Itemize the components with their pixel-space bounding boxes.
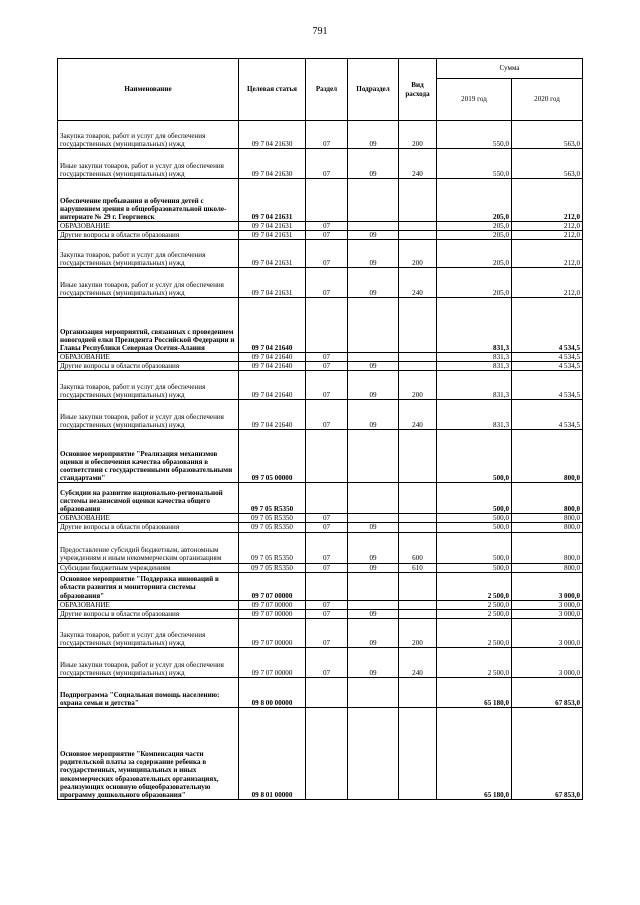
cell-target: 09 7 05 R5350 [239, 523, 306, 532]
cell-subsection: 09 [348, 268, 399, 298]
cell-subsection: 09 [348, 149, 399, 179]
cell-subsection: 09 [348, 618, 399, 647]
table-row [58, 121, 583, 149]
cell-subsection [348, 514, 399, 523]
cell-2019: 500,0 [437, 430, 512, 483]
cell-2020: 800,0 [512, 523, 583, 532]
cell-subsection [348, 600, 399, 609]
cell-name: Основное мероприятие "Поддержка инноваций в области развития и мониторинга системы образования" [58, 572, 239, 600]
cell-section: 07 [306, 400, 348, 430]
cell-2019: 550,0 [437, 121, 512, 149]
cell-expense-type: 240 [399, 149, 437, 179]
table-row [58, 430, 583, 483]
header-sum: Сумма [437, 59, 583, 79]
cell-subsection: 09 [348, 609, 399, 618]
cell-section [306, 430, 348, 483]
cell-name: Предоставление субсидий бюджетным, автономным учреждениям и иным некоммерческим организациям [58, 532, 239, 563]
cell-section: 07 [306, 353, 348, 362]
cell-section: 07 [306, 523, 348, 532]
cell-subsection: 09 [348, 231, 399, 240]
table-row [58, 523, 583, 532]
cell-target: 09 7 04 21631 [239, 179, 306, 222]
cell-2019: 2 500,0 [437, 600, 512, 609]
table-row [58, 572, 583, 600]
cell-expense-type [399, 572, 437, 600]
cell-subsection [348, 353, 399, 362]
header-target: Целевая статья [239, 59, 306, 121]
cell-section: 07 [306, 362, 348, 371]
cell-section [306, 707, 348, 799]
table-row [58, 707, 583, 799]
cell-expense-type [399, 514, 437, 523]
cell-target: 09 7 04 21631 [239, 268, 306, 298]
cell-2020: 800,0 [512, 430, 583, 483]
cell-expense-type [399, 298, 437, 353]
cell-name: Иные закупки товаров, работ и услуг для обеспечения государственных (муниципальных) нужд [58, 647, 239, 677]
cell-expense-type [399, 222, 437, 231]
header-name: Наименование [58, 59, 239, 121]
cell-expense-type: 240 [399, 268, 437, 298]
cell-2020: 800,0 [512, 563, 583, 572]
cell-subsection: 09 [348, 371, 399, 400]
table-row [58, 677, 583, 707]
cell-subsection: 09 [348, 563, 399, 572]
table-row [58, 609, 583, 618]
cell-target: 09 7 04 21631 [239, 240, 306, 268]
cell-expense-type [399, 609, 437, 618]
cell-section [306, 298, 348, 353]
cell-expense-type [399, 430, 437, 483]
cell-name: Закупка товаров, работ и услуг для обеспечения государственных (муниципальных) нужд [58, 240, 239, 268]
cell-section [306, 179, 348, 222]
cell-target: 09 7 07 00000 [239, 572, 306, 600]
cell-expense-type [399, 483, 437, 514]
page-number: 791 [312, 26, 328, 37]
cell-name: Обеспечение пребывания и обучения детей с нарушением зрения в общеобразовательной школе-интернате № 29 г. Георгиевск [58, 179, 239, 222]
cell-2020: 67 853,0 [512, 677, 583, 707]
table-row [58, 483, 583, 514]
cell-target: 09 7 04 21640 [239, 400, 306, 430]
cell-2019: 500,0 [437, 532, 512, 563]
cell-target: 09 7 04 21640 [239, 298, 306, 353]
cell-subsection [348, 298, 399, 353]
header-year-2020: 2020 год [512, 79, 583, 121]
cell-expense-type [399, 231, 437, 240]
cell-name: Основное мероприятие "Реализация механизмов оценки и обеспечения качества образования в соответствии с государственными образовательными стандартами" [58, 430, 239, 483]
cell-section: 07 [306, 149, 348, 179]
cell-name: ОБРАЗОВАНИЕ [58, 600, 239, 609]
cell-2019: 205,0 [437, 179, 512, 222]
cell-name: Иные закупки товаров, работ и услуг для обеспечения государственных (муниципальных) нужд [58, 400, 239, 430]
cell-name: Закупка товаров, работ и услуг для обеспечения государственных (муниципальных) нужд [58, 371, 239, 400]
cell-expense-type [399, 600, 437, 609]
cell-target: 09 7 05 R5350 [239, 563, 306, 572]
cell-2019: 205,0 [437, 231, 512, 240]
cell-subsection: 09 [348, 647, 399, 677]
cell-subsection [348, 179, 399, 222]
cell-2019: 2 500,0 [437, 609, 512, 618]
cell-subsection: 09 [348, 400, 399, 430]
budget-table [57, 58, 583, 800]
cell-name: Подпрограмма "Социальная помощь населению: охрана семьи и детства" [58, 677, 239, 707]
table-row [58, 240, 583, 268]
cell-2019: 2 500,0 [437, 618, 512, 647]
table-row [58, 222, 583, 231]
cell-expense-type: 200 [399, 371, 437, 400]
table-row [58, 647, 583, 677]
table-row [58, 149, 583, 179]
cell-2020: 4 534,5 [512, 362, 583, 371]
cell-target: 09 7 04 21630 [239, 149, 306, 179]
cell-2019: 500,0 [437, 483, 512, 514]
cell-target: 09 8 00 00000 [239, 677, 306, 707]
cell-section [306, 483, 348, 514]
cell-name: Другие вопросы в области образования [58, 362, 239, 371]
cell-2019: 205,0 [437, 268, 512, 298]
cell-2019: 831,3 [437, 353, 512, 362]
cell-expense-type: 240 [399, 647, 437, 677]
header-year-2019: 2019 год [437, 79, 512, 121]
cell-subsection [348, 483, 399, 514]
cell-2020: 212,0 [512, 179, 583, 222]
cell-subsection: 09 [348, 121, 399, 149]
cell-target: 09 7 04 21640 [239, 353, 306, 362]
cell-2019: 2 500,0 [437, 647, 512, 677]
cell-2020: 4 534,5 [512, 353, 583, 362]
cell-2019: 500,0 [437, 563, 512, 572]
cell-target: 09 7 07 00000 [239, 600, 306, 609]
cell-2020: 3 000,0 [512, 572, 583, 600]
cell-expense-type: 200 [399, 240, 437, 268]
cell-2019: 831,3 [437, 298, 512, 353]
cell-target: 09 7 07 00000 [239, 609, 306, 618]
cell-2020: 3 000,0 [512, 609, 583, 618]
cell-2020: 212,0 [512, 222, 583, 231]
cell-section: 07 [306, 514, 348, 523]
cell-2020: 4 534,5 [512, 298, 583, 353]
cell-2020: 212,0 [512, 231, 583, 240]
cell-name: Другие вопросы в области образования [58, 609, 239, 618]
cell-expense-type: 200 [399, 618, 437, 647]
table-row [58, 268, 583, 298]
table-row [58, 353, 583, 362]
cell-target: 09 7 07 00000 [239, 618, 306, 647]
cell-2019: 550,0 [437, 149, 512, 179]
cell-2020: 3 000,0 [512, 618, 583, 647]
cell-subsection: 09 [348, 523, 399, 532]
cell-expense-type [399, 677, 437, 707]
cell-section: 07 [306, 647, 348, 677]
cell-subsection [348, 430, 399, 483]
cell-subsection: 09 [348, 532, 399, 563]
cell-name: Субсидии на развитие национально-региональной системы независимой оценки качества общего образования [58, 483, 239, 514]
cell-2020: 563,0 [512, 121, 583, 149]
cell-2020: 212,0 [512, 240, 583, 268]
cell-section: 07 [306, 240, 348, 268]
table-row [58, 371, 583, 400]
cell-expense-type: 240 [399, 400, 437, 430]
cell-section [306, 677, 348, 707]
cell-2019: 500,0 [437, 514, 512, 523]
table-row [58, 231, 583, 240]
cell-target: 09 7 05 R5350 [239, 514, 306, 523]
cell-2019: 500,0 [437, 523, 512, 532]
cell-2019: 831,3 [437, 371, 512, 400]
cell-2020: 212,0 [512, 268, 583, 298]
cell-section [306, 572, 348, 600]
cell-2019: 65 180,0 [437, 707, 512, 799]
cell-2020: 67 853,0 [512, 707, 583, 799]
cell-name: Субсидии бюджетным учреждениям [58, 563, 239, 572]
cell-expense-type [399, 362, 437, 371]
cell-target: 09 7 05 R5350 [239, 483, 306, 514]
cell-2020: 3 000,0 [512, 647, 583, 677]
cell-name: Основное мероприятие "Компенсация части родительской платы за содержание ребенка в государственных, муниципальных и иных некоммерческих образовательных организациях, реализующих основную общеобразовательную программу дошкольного образования" [58, 707, 239, 799]
table-row [58, 618, 583, 647]
table-row [58, 563, 583, 572]
header-section: Раздел [306, 59, 348, 121]
cell-2020: 800,0 [512, 532, 583, 563]
cell-2019: 831,3 [437, 362, 512, 371]
cell-section: 07 [306, 371, 348, 400]
cell-subsection [348, 677, 399, 707]
cell-subsection: 09 [348, 240, 399, 268]
header-subsection: Подраздел [348, 59, 399, 121]
cell-section: 07 [306, 600, 348, 609]
cell-expense-type: 200 [399, 121, 437, 149]
cell-expense-type: 600 [399, 532, 437, 563]
cell-target: 09 7 04 21631 [239, 222, 306, 231]
table-row [58, 298, 583, 353]
cell-target: 09 7 04 21640 [239, 371, 306, 400]
table-row [58, 400, 583, 430]
cell-name: Закупка товаров, работ и услуг для обеспечения государственных (муниципальных) нужд [58, 121, 239, 149]
cell-2020: 3 000,0 [512, 600, 583, 609]
cell-name: ОБРАЗОВАНИЕ [58, 353, 239, 362]
cell-target: 09 7 05 00000 [239, 430, 306, 483]
header-expense-type: Вид расхода [399, 59, 437, 121]
cell-name: Организация мероприятий, связанных с проведением новогодней елки Президента Российской Федерации и Главы Республики Северная Осетия-Алания [58, 298, 239, 353]
cell-2020: 563,0 [512, 149, 583, 179]
cell-2019: 205,0 [437, 222, 512, 231]
cell-subsection: 09 [348, 362, 399, 371]
cell-target: 09 7 05 R5350 [239, 532, 306, 563]
cell-target: 09 7 07 00000 [239, 647, 306, 677]
cell-target: 09 7 04 21640 [239, 362, 306, 371]
cell-target: 09 8 01 00000 [239, 707, 306, 799]
cell-section: 07 [306, 268, 348, 298]
cell-name: Другие вопросы в области образования [58, 231, 239, 240]
cell-target: 09 7 04 21630 [239, 121, 306, 149]
cell-2020: 4 534,5 [512, 371, 583, 400]
table-body [58, 121, 583, 800]
cell-name: Другие вопросы в области образования [58, 523, 239, 532]
cell-subsection [348, 222, 399, 231]
cell-2019: 2 500,0 [437, 572, 512, 600]
cell-section: 07 [306, 609, 348, 618]
cell-name: ОБРАЗОВАНИЕ [58, 222, 239, 231]
cell-2020: 800,0 [512, 514, 583, 523]
cell-expense-type [399, 353, 437, 362]
cell-section: 07 [306, 532, 348, 563]
cell-expense-type: 610 [399, 563, 437, 572]
cell-2019: 205,0 [437, 240, 512, 268]
cell-section: 07 [306, 222, 348, 231]
cell-section: 07 [306, 563, 348, 572]
cell-2019: 831,3 [437, 400, 512, 430]
cell-subsection [348, 707, 399, 799]
cell-section: 07 [306, 231, 348, 240]
cell-name: Иные закупки товаров, работ и услуг для обеспечения государственных (муниципальных) нужд [58, 149, 239, 179]
cell-2020: 4 534,5 [512, 400, 583, 430]
cell-expense-type [399, 523, 437, 532]
cell-target: 09 7 04 21631 [239, 231, 306, 240]
cell-name: Иные закупки товаров, работ и услуг для обеспечения государственных (муниципальных) нужд [58, 268, 239, 298]
cell-expense-type [399, 707, 437, 799]
cell-expense-type [399, 179, 437, 222]
table-row [58, 362, 583, 371]
cell-name: ОБРАЗОВАНИЕ [58, 514, 239, 523]
table-row [58, 600, 583, 609]
cell-2020: 800,0 [512, 483, 583, 514]
table-row [58, 179, 583, 222]
table-row [58, 514, 583, 523]
cell-section: 07 [306, 121, 348, 149]
cell-section: 07 [306, 618, 348, 647]
table-row [58, 532, 583, 563]
cell-name: Закупка товаров, работ и услуг для обеспечения государственных (муниципальных) нужд [58, 618, 239, 647]
cell-subsection [348, 572, 399, 600]
cell-2019: 65 180,0 [437, 677, 512, 707]
